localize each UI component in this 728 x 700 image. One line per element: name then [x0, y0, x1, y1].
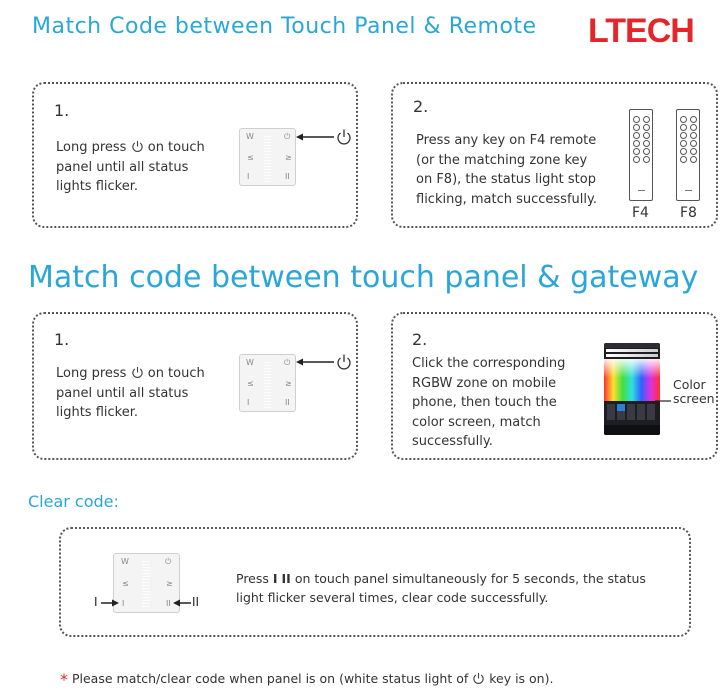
- color-bar: [264, 134, 271, 182]
- panel-key-icon: II: [166, 599, 171, 608]
- instruction-text: lights flicker.: [56, 405, 139, 420]
- power-icon: [336, 353, 352, 371]
- instruction-text: on touch panel simultaneously for 5 seconds, the status: [294, 571, 646, 586]
- color-screen-label: [673, 378, 715, 406]
- instruction-text: panel until all status: [56, 385, 189, 401]
- remote-button: [638, 190, 645, 191]
- panel-key-icon: ⏻: [284, 358, 291, 367]
- step-instructions: [412, 354, 592, 452]
- key-i-symbol: I: [272, 571, 278, 586]
- page-title: Match Code between Touch Panel & Remote: [32, 14, 537, 39]
- section1-step1-box: [32, 82, 358, 228]
- panel-key-icon: ≥: [166, 579, 173, 588]
- panel-key-icon: I: [247, 398, 250, 407]
- power-icon: [472, 672, 485, 685]
- touch-panel-image: [239, 354, 296, 412]
- footnote-text: key is on).: [489, 671, 554, 686]
- panel-key-icon: W: [121, 557, 129, 566]
- touch-panel-image: [113, 553, 180, 613]
- step-number: 2.: [413, 97, 429, 116]
- remote-f4-label: F4: [632, 205, 649, 221]
- phone-slider: [606, 349, 658, 352]
- key-ii-symbol: II: [281, 571, 291, 586]
- section-title: Match code between touch panel & gateway: [28, 260, 699, 295]
- remote-button: [685, 190, 692, 191]
- instruction-text: on touch: [147, 140, 205, 155]
- clear-code-box: [59, 527, 691, 637]
- arrow-right-icon: [101, 598, 119, 608]
- instruction-text: flicking, match successfully.: [416, 191, 597, 207]
- instruction-text: phone, then touch the: [412, 395, 557, 410]
- pointer-line: [655, 399, 671, 403]
- instruction-text: color screen, match: [412, 414, 541, 430]
- panel-key-icon: W: [246, 132, 254, 141]
- power-icon: [336, 128, 352, 146]
- remote-f8-label: F8: [680, 205, 697, 221]
- panel-key-icon: ≥: [285, 153, 292, 162]
- instruction-text: on touch: [147, 366, 205, 381]
- section-title: Clear code:: [28, 492, 119, 511]
- footnote-text: Please match/clear code when panel is on (white status light of: [71, 671, 469, 686]
- panel-key-icon: W: [246, 358, 254, 367]
- instruction-text: Press: [236, 571, 269, 586]
- phone-slider: [606, 354, 658, 357]
- step-number: 1.: [54, 101, 70, 120]
- phone-selected-zone: [617, 404, 625, 411]
- power-icon: [131, 366, 144, 379]
- power-icon: [131, 140, 144, 153]
- footnote: [60, 670, 553, 689]
- arrow-left-icon: [173, 598, 191, 608]
- phone-color-screen: [604, 359, 660, 401]
- arrow-left-icon: [296, 132, 336, 142]
- asterisk-icon: *: [60, 670, 68, 689]
- remote-f8-image: [676, 109, 700, 201]
- instruction-text: successfully.: [412, 434, 493, 449]
- panel-key-icon: I: [122, 599, 125, 608]
- touch-panel-image: [239, 128, 296, 186]
- instruction-text: lights flicker.: [56, 179, 139, 194]
- step-number: 2.: [412, 330, 428, 349]
- phone-status-bar: [604, 343, 660, 348]
- remote-f4-image: [629, 109, 653, 201]
- panel-key-icon: ≤: [122, 579, 129, 588]
- clear-code-instructions: [236, 569, 676, 607]
- step-instructions: [56, 364, 226, 423]
- phone-zone-grid: [607, 404, 657, 420]
- instruction-text: (or the matching zone key: [416, 152, 588, 168]
- section2-step2-box: [391, 312, 718, 460]
- arrow-left-icon: [296, 357, 336, 367]
- section1-step2-box: [391, 82, 718, 228]
- section2-step1-box: [32, 312, 358, 460]
- color-bar: [142, 559, 150, 609]
- instruction-text: RGBW zone on mobile: [412, 375, 557, 391]
- panel-key-icon: ≤: [247, 379, 254, 388]
- panel-key-icon: ⏻: [284, 132, 291, 141]
- instruction-text: Click the corresponding: [412, 356, 566, 371]
- instruction-text: on F8), the status light stop: [416, 172, 596, 187]
- panel-key-icon: II: [285, 172, 290, 181]
- panel-key-icon: ⏻: [165, 557, 172, 566]
- key-i-label: I: [94, 595, 98, 609]
- label-text: screen: [673, 391, 715, 406]
- color-bar: [264, 360, 271, 408]
- phone-tab-bar: [604, 425, 660, 435]
- phone-app-image: [604, 343, 660, 435]
- label-text: Color: [673, 377, 706, 392]
- instruction-text: Long press: [56, 140, 127, 155]
- panel-key-icon: ≥: [285, 379, 292, 388]
- panel-key-icon: ≤: [247, 153, 254, 162]
- step-instructions: [416, 131, 626, 209]
- instruction-text: Press any key on F4 remote: [416, 133, 597, 148]
- instruction-text: panel until all status: [56, 159, 189, 175]
- instruction-text: light flicker several times, clear code successfully.: [236, 590, 549, 605]
- key-ii-label: II: [192, 595, 200, 609]
- panel-key-icon: II: [285, 398, 290, 407]
- instruction-text: Long press: [56, 366, 127, 381]
- step-number: 1.: [54, 330, 70, 349]
- brand-logo: LTECH: [588, 12, 694, 50]
- panel-key-icon: I: [247, 172, 250, 181]
- step-instructions: [56, 138, 226, 197]
